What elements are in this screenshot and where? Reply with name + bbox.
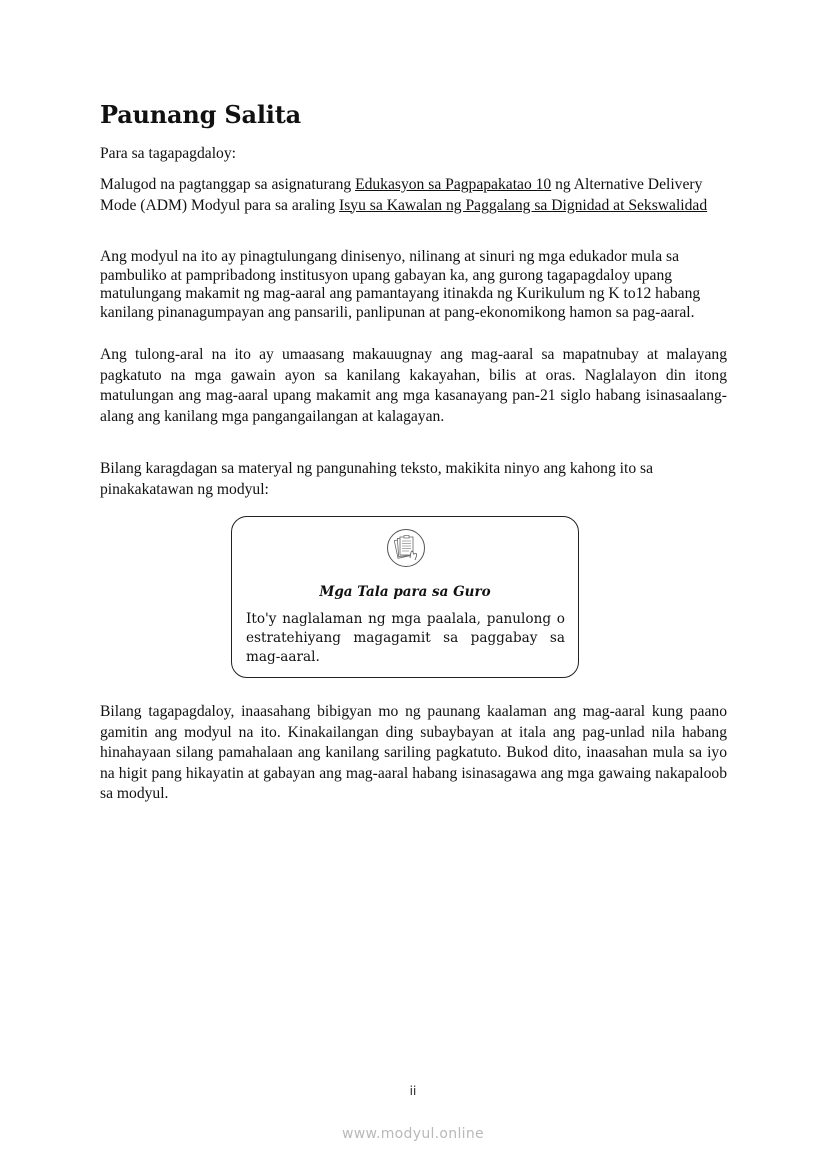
teacher-notes-box	[231, 516, 579, 678]
greeting: Para sa tagapagdaloy:	[100, 145, 236, 162]
teacher-notes-icon	[386, 528, 426, 568]
welcome-text-middle: ng Alternative Delivery Mode (ADM) Modyul para sa araling	[100, 176, 703, 214]
paragraph-modyul: Ang modyul na ito ay pinagtulungang dinisenyo, nilinang at sinuri ng mga edukador mula sa pambuliko at pampribadong institusyon upang gabayan ka, ang gurong tagapagdaloy upang matulungang makamit ng mag-aaral ang pamantayang itinakda ng Kurikulum ng K to12 habang kanilang pinanagumpayan ang pansarili, panlipunan at pang-ekonomikong hamon sa pag-aaral.	[100, 248, 701, 321]
welcome-paragraph	[100, 175, 727, 216]
subject-name: Edukasyon sa Pagpapakatao 10	[355, 176, 552, 193]
page-number: ii	[409, 1084, 417, 1098]
teacher-notes-title: Mga Tala para sa Guro	[319, 584, 491, 600]
paragraph-tulong-aral: Ang tulong-aral na ito ay umaasang makauugnay ang mag-aaral sa mapatnubay at malayang pagkatuto na mga gawain ayon sa kanilang kakayahan, bilis at oras. Naglalayon din itong matulungan ang mag-aaral upang makamit ang mga kasanayang pan-21 siglo habang isinasaalang-alang ang kanilang mga pangangailangan at kalagayan.	[100, 346, 727, 425]
page-title: Paunang Salita	[100, 100, 301, 129]
lesson-name: Isyu sa Kawalan ng Paggalang sa Dignidad at Sekswalidad	[339, 196, 708, 214]
paragraph-tagapagdaloy: Bilang tagapagdaloy, inaasahang bibigyan mo ng paunang kaalaman ang mag-aaral kung paano gamitin ang modyul na ito. Kinakailangan ding subaybayan at itala ang pag-unlad nila habang hinahayaan silang pamahalaan ang kanilang sariling pagkatuto. Bukod dito, inaasahan mula sa iyo na higit pang hikayatin at gabayan ang mag-aaral habang isinasagawa ang mga gawaing nakapaloob sa modyul.	[100, 703, 727, 802]
paragraph-karagdagan: Bilang karagdagan sa materyal ng pangunahing teksto, makikita ninyo ang kahong ito sa pinakakatawan ng modyul:	[100, 460, 654, 498]
watermark: www.modyul.online	[342, 1126, 484, 1142]
teacher-notes-body: Ito'y naglalaman ng mga paalala, panulong o estratehiyang magagamit sa paggabay sa mag-aaral.	[246, 611, 565, 665]
welcome-text-start: Malugod na pagtanggap sa asignaturang	[100, 176, 356, 193]
